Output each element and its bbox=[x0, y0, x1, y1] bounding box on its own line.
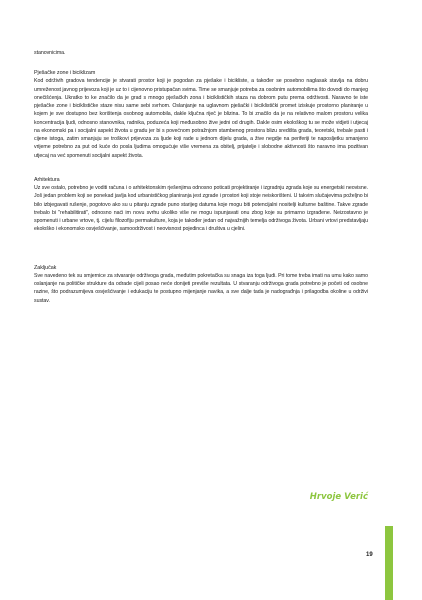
section-paragraph: Uz sve ostalo, potrebno je voditi računa i o arhitektonskim rješenjima odnosno poticati projektiranje i izgradnju zgrada koje su energetski neovisne. Još jedan problem koji se ponekad javlja kod urbanističkog planiranja jest zgrade i prostori koji stoje neiskorišteni. U takvim slučajevima poželjno bi bilo izbjegavati rušenje, pogotovo ako su u pitanju zgrade puno starijeg datuma koje mogu biti potencijalni nositelji kulturne baštine. Takve zgrade trebalo bi "rehabilitirati", odnosno naći im novu svrhu ukoliko više ne mogu ispunjavati onu zbog koje su primarno izgrađene. Neizostavno je spomenuti i urbane vrtove, tj. cijelu filozofiju permakulture, koja je također jedan od najvažnijih temelja održivoga života. Urbani vrtovi predstavljaju ekološko i ekonomsko osvješćivanje, samoodrživost i neovisnost pojedinca i društva u cjelini. bbox=[34, 185, 368, 233]
page-number: 19 bbox=[366, 552, 373, 558]
article-body bbox=[34, 49, 368, 321]
lead-fragment: stanovnicima. bbox=[34, 50, 66, 56]
section-pedestrian-zones bbox=[34, 69, 368, 160]
section-paragraph: Sve navedeno tek su smjernice za stvaranje održivoga grada, međutim pokretačka su snaga iza toga ljudi. Pri tome treba imati na umu kako samo oslanjanje na političke strukture da odrade cijeli posao neće donijeti previše rezultata. U stvaranju održivoga grada potrebno je početi od osobne razine, što podrazumijeva osvješćivanje i edukaciju te postupno mijenjanje navika, a sve dalje tada je nadograđnja i prilagodba okoline u održivi sustav. bbox=[34, 272, 368, 304]
section-heading: Pješačke zone i biciklizam bbox=[34, 70, 96, 77]
section-conclusion bbox=[34, 264, 368, 305]
section-paragraph: Kod održivih gradova tendencije je stvarati prostor koji je pogodan za pješake i bicikliste, a također se posebno naglasak stavlja na dobru umreženost javnog prijevoza koji je uz to i cijenovno pristupačan svima. Time se smanjuje potreba za osobnim automobilima što dovodi do manjeg onečišćenja. Ukratko to ke značilo da je grad s mnogo pješačkih zona i biciklističkih staza na dobrom putu prema održivosti. Naravno te iste pješačke zone i biciklističke staze nisu same sebi svrhom. Oslanjanje na uglavnom pješački i biciklistički promet iziskuje prostorno planiranje u kojem je sve dostupno bez korištenja osobnog automobila, dakle ključna riječ je blizina. To bi značilo da je na relativno malom prostoru velika koncentracija ljudi, odnosno stanovnika, radnika, poduzeća koji međusobno žive jedni od drugih. Dakle osim ekološkog tu se može vidjeti i utjecaj na ekonomski pa i socijalni aspekt života u gradu jer bi s povećnom potražnjom stambenog prostora blizu središta grada, teoretski, trebale pasti i cijene istoga, zatim smanjuju se troškovi prijevoza za ljude koji rade u jednom dijelu grada, a žive negdje na periferiji te naposljetku smanjeno vrijeme potrebno za put od kuće do posla ljudima omogućuje više vremena za obitelj, prijatelje i slobodne aktivnosti što naravno ima pozitivan utjecaj na već spomenuti socijalni aspekt života. bbox=[34, 78, 368, 159]
section-heading: Arhitektura bbox=[34, 176, 60, 183]
section-heading: Zaključak bbox=[34, 264, 57, 271]
author-signature: Hrvoje Verić bbox=[309, 492, 368, 502]
section-architecture bbox=[34, 176, 368, 234]
accent-bar bbox=[385, 526, 393, 600]
